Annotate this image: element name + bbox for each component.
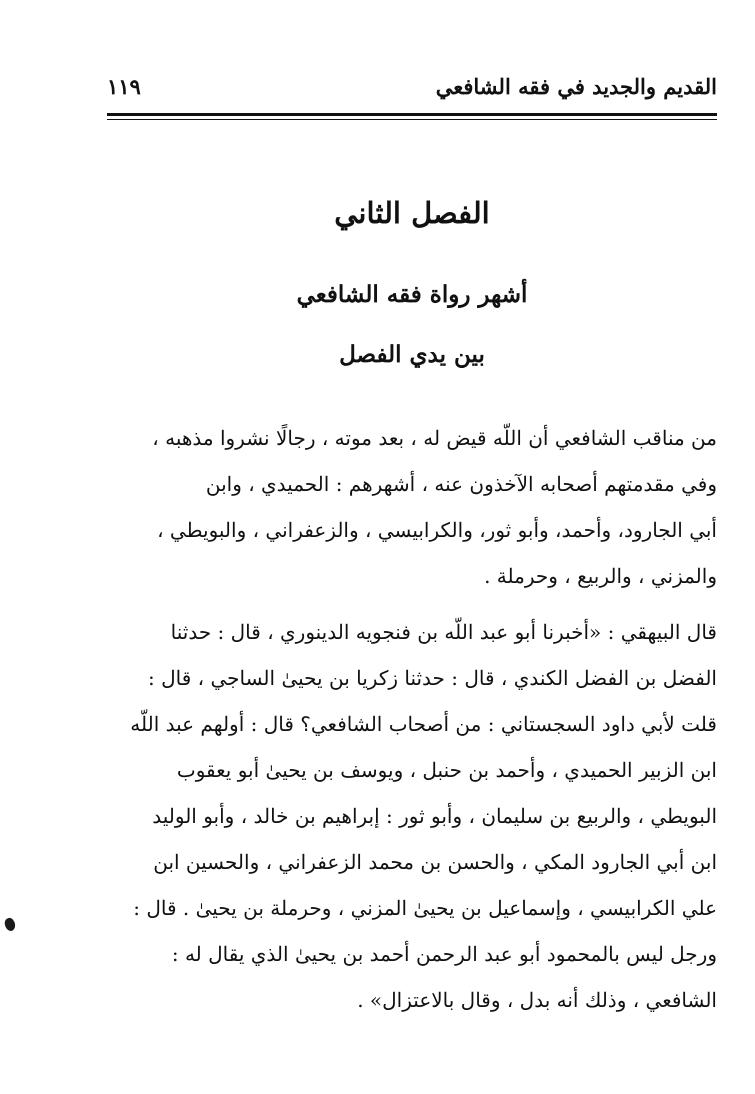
body-line: ورجل ليس بالمحمود أبو عبد الرحمن أحمد بن يحيىٰ الذي يقال له :	[171, 942, 717, 966]
body-line: من مناقب الشافعي أن اللّه قيض له ، بعد موته ، رجالًا نشروا مذهبه ،	[152, 426, 717, 450]
body-line: أبي الجارود، وأحمد، وأبو ثور، والكرابيسي ، والزعفراني ، والبويطي ،	[157, 518, 717, 542]
header-rule-thin	[107, 119, 717, 120]
body-line: قال البيهقي : «أخبرنا أبو عبد اللّه بن فنجويه الدينوري ، قال : حدثنا	[170, 620, 717, 644]
running-header	[107, 74, 717, 108]
body-line: ابن الزبير الحميدي ، وأحمد بن حنبل ، ويوسف بن يحيىٰ أبو يعقوب	[176, 758, 717, 782]
page-number: ١١٩	[107, 74, 141, 99]
body-line: البويطي ، والربيع بن سليمان ، وأبو ثور : إبراهيم بن خالد ، وأبو الوليد	[152, 804, 717, 828]
body-line: علي الكرابيسي ، وإسماعيل بن يحيىٰ المزني ، وحرملة بن يحيىٰ . قال :	[133, 896, 717, 920]
ink-stain-mark	[3, 916, 18, 932]
body-line: ابن أبي الجارود المكي ، والحسن بن محمد الزعفراني ، والحسين ابن	[153, 850, 717, 874]
chapter-title: الفصل الثاني	[334, 196, 490, 230]
body-line: والمزني ، والربيع ، وحرملة .	[484, 564, 717, 588]
body-line: الفضل بن الفضل الكندي ، قال : حدثنا زكريا بن يحيىٰ الساجي ، قال :	[148, 666, 717, 690]
body-line: الشافعي ، وذلك أنه بدل ، وقال بالاعتزال» .	[357, 988, 717, 1012]
header-rule-thick	[107, 113, 717, 116]
body-line: قلت لأبي داود السجستاني : من أصحاب الشافعي؟ قال : أولهم عبد اللّه	[130, 712, 717, 736]
running-title: القديم والجديد في فقه الشافعي	[435, 74, 717, 99]
chapter-subtitle: أشهر رواة فقه الشافعي	[296, 281, 528, 308]
body-line: وفي مقدمتهم أصحابه الآخذون عنه ، أشهرهم : الحميدي ، وابن	[205, 472, 717, 496]
section-heading: بين يدي الفصل	[339, 341, 485, 368]
